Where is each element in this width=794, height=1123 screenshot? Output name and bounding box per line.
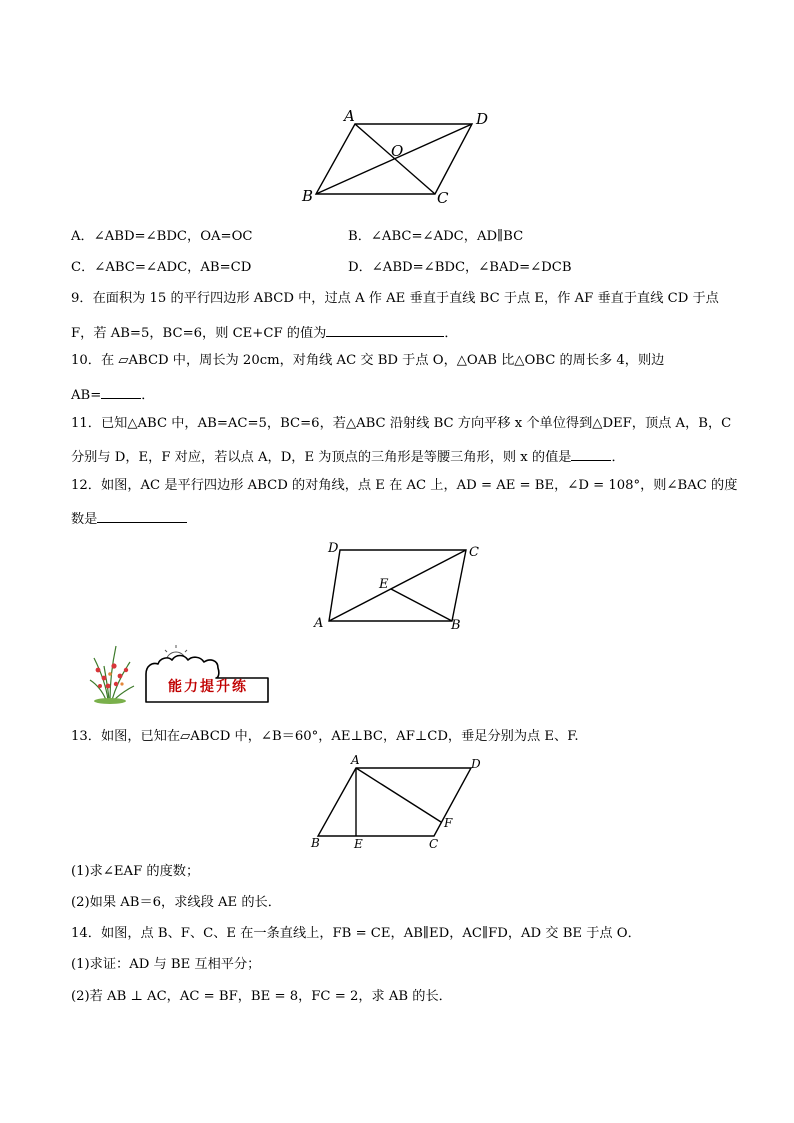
q9-end: ． <box>444 326 458 341</box>
q9-text: F，若 AB=5，BC=6，则 CE+CF 的值为 <box>71 326 327 341</box>
figure-q12-parallelogram <box>308 536 488 636</box>
q10-line-2 <box>71 384 154 405</box>
q8-option-b: B．∠ABC=∠ADC，AD∥BC <box>348 229 524 244</box>
q14-part-2: (2)若 AB ⊥ AC，AC = BF，BE = 8，FC = 2，求 AB 的长． <box>71 989 452 1004</box>
q12-text: 数是 <box>71 512 98 527</box>
label-e: E <box>379 577 389 592</box>
segment-eb <box>391 589 452 621</box>
label-a: A <box>314 616 324 631</box>
q13-part-1: (1)求∠EAF 的度数； <box>71 864 200 879</box>
label-d: D <box>471 757 481 771</box>
label-c: C <box>469 545 479 560</box>
diagonal-ac <box>329 550 466 621</box>
q10-end: ． <box>141 388 155 403</box>
label-a: A <box>351 753 360 767</box>
q13-part-2: (2)如果 AB＝6，求线段 AE 的长． <box>71 895 281 910</box>
q11-answer-blank[interactable] <box>571 446 611 461</box>
q10-answer-blank[interactable] <box>101 384 141 399</box>
q11-line-2 <box>71 446 625 467</box>
altitude-af <box>356 768 441 822</box>
q13-stem: 13．如图，已知在▱ABCD 中，∠B＝60°，AE⊥BC，AF⊥CD，垂足分别为点 E、F. <box>71 729 579 744</box>
label-d: D <box>328 541 339 556</box>
label-o: O <box>391 142 404 160</box>
q9-line-1: 9．在面积为 15 的平行四边形 ABCD 中，过点 A 作 AE 垂直于直线 BC 于点 E，作 AF 垂直于直线 CD 于点 <box>71 291 719 306</box>
q11-text: 分别与 D，E，F 对应，若以点 A，D，E 为顶点的三角形是等腰三角形，则 x 的值是 <box>71 450 572 465</box>
q10-line-1: 10．在 ▱ABCD 中，周长为 20cm，对角线 AC 交 BD 于点 O，△OAB 比△OBC 的周长多 4，则边 <box>71 353 665 368</box>
q10-text: AB= <box>71 388 102 403</box>
label-d: D <box>476 110 489 128</box>
q14-stem: 14．如图，点 B、F、C、E 在一条直线上，FB = CE，AB∥ED，AC∥FD，AD 交 BE 于点 O． <box>71 926 641 941</box>
label-f: F <box>444 816 453 830</box>
q14-part-1: (1)求证：AD 与 BE 互相平分； <box>71 957 261 972</box>
q8-option-d: D．∠ABD=∠BDC，∠BAD=∠DCB <box>348 260 572 275</box>
q11-line-1: 11．已知△ABC 中，AB=AC=5，BC=6，若△ABC 沿射线 BC 方向平移 x 个单位得到△DEF，顶点 A，B，C <box>71 416 732 431</box>
label-b: B <box>311 836 320 850</box>
q12-answer-blank[interactable] <box>97 508 187 523</box>
q12-line-1: 12．如图，AC 是平行四边形 ABCD 的对角线，点 E 在 AC 上，AD = AE = BE，∠D = 108°，则∠BAC 的度 <box>71 478 738 493</box>
label-c: C <box>437 189 449 207</box>
q11-end: ． <box>611 450 625 465</box>
label-e: E <box>354 837 363 851</box>
label-b: B <box>451 618 461 633</box>
q9-line-2 <box>71 322 458 343</box>
section-banner-label: 能力提升练 <box>168 679 248 695</box>
q8-option-c: C．∠ABC=∠ADC，AB=CD <box>71 260 252 275</box>
section-banner-decoration <box>86 640 276 706</box>
label-c: C <box>429 837 439 851</box>
label-b: B <box>302 187 314 205</box>
plant-icon <box>90 646 134 704</box>
q8-option-a: A．∠ABD=∠BDC，OA=OC <box>71 229 253 244</box>
figure-q8-parallelogram <box>290 100 510 210</box>
label-a: A <box>344 107 355 125</box>
figure-q13-parallelogram <box>305 752 495 854</box>
q9-answer-blank[interactable] <box>326 322 444 337</box>
q12-line-2 <box>71 508 187 529</box>
